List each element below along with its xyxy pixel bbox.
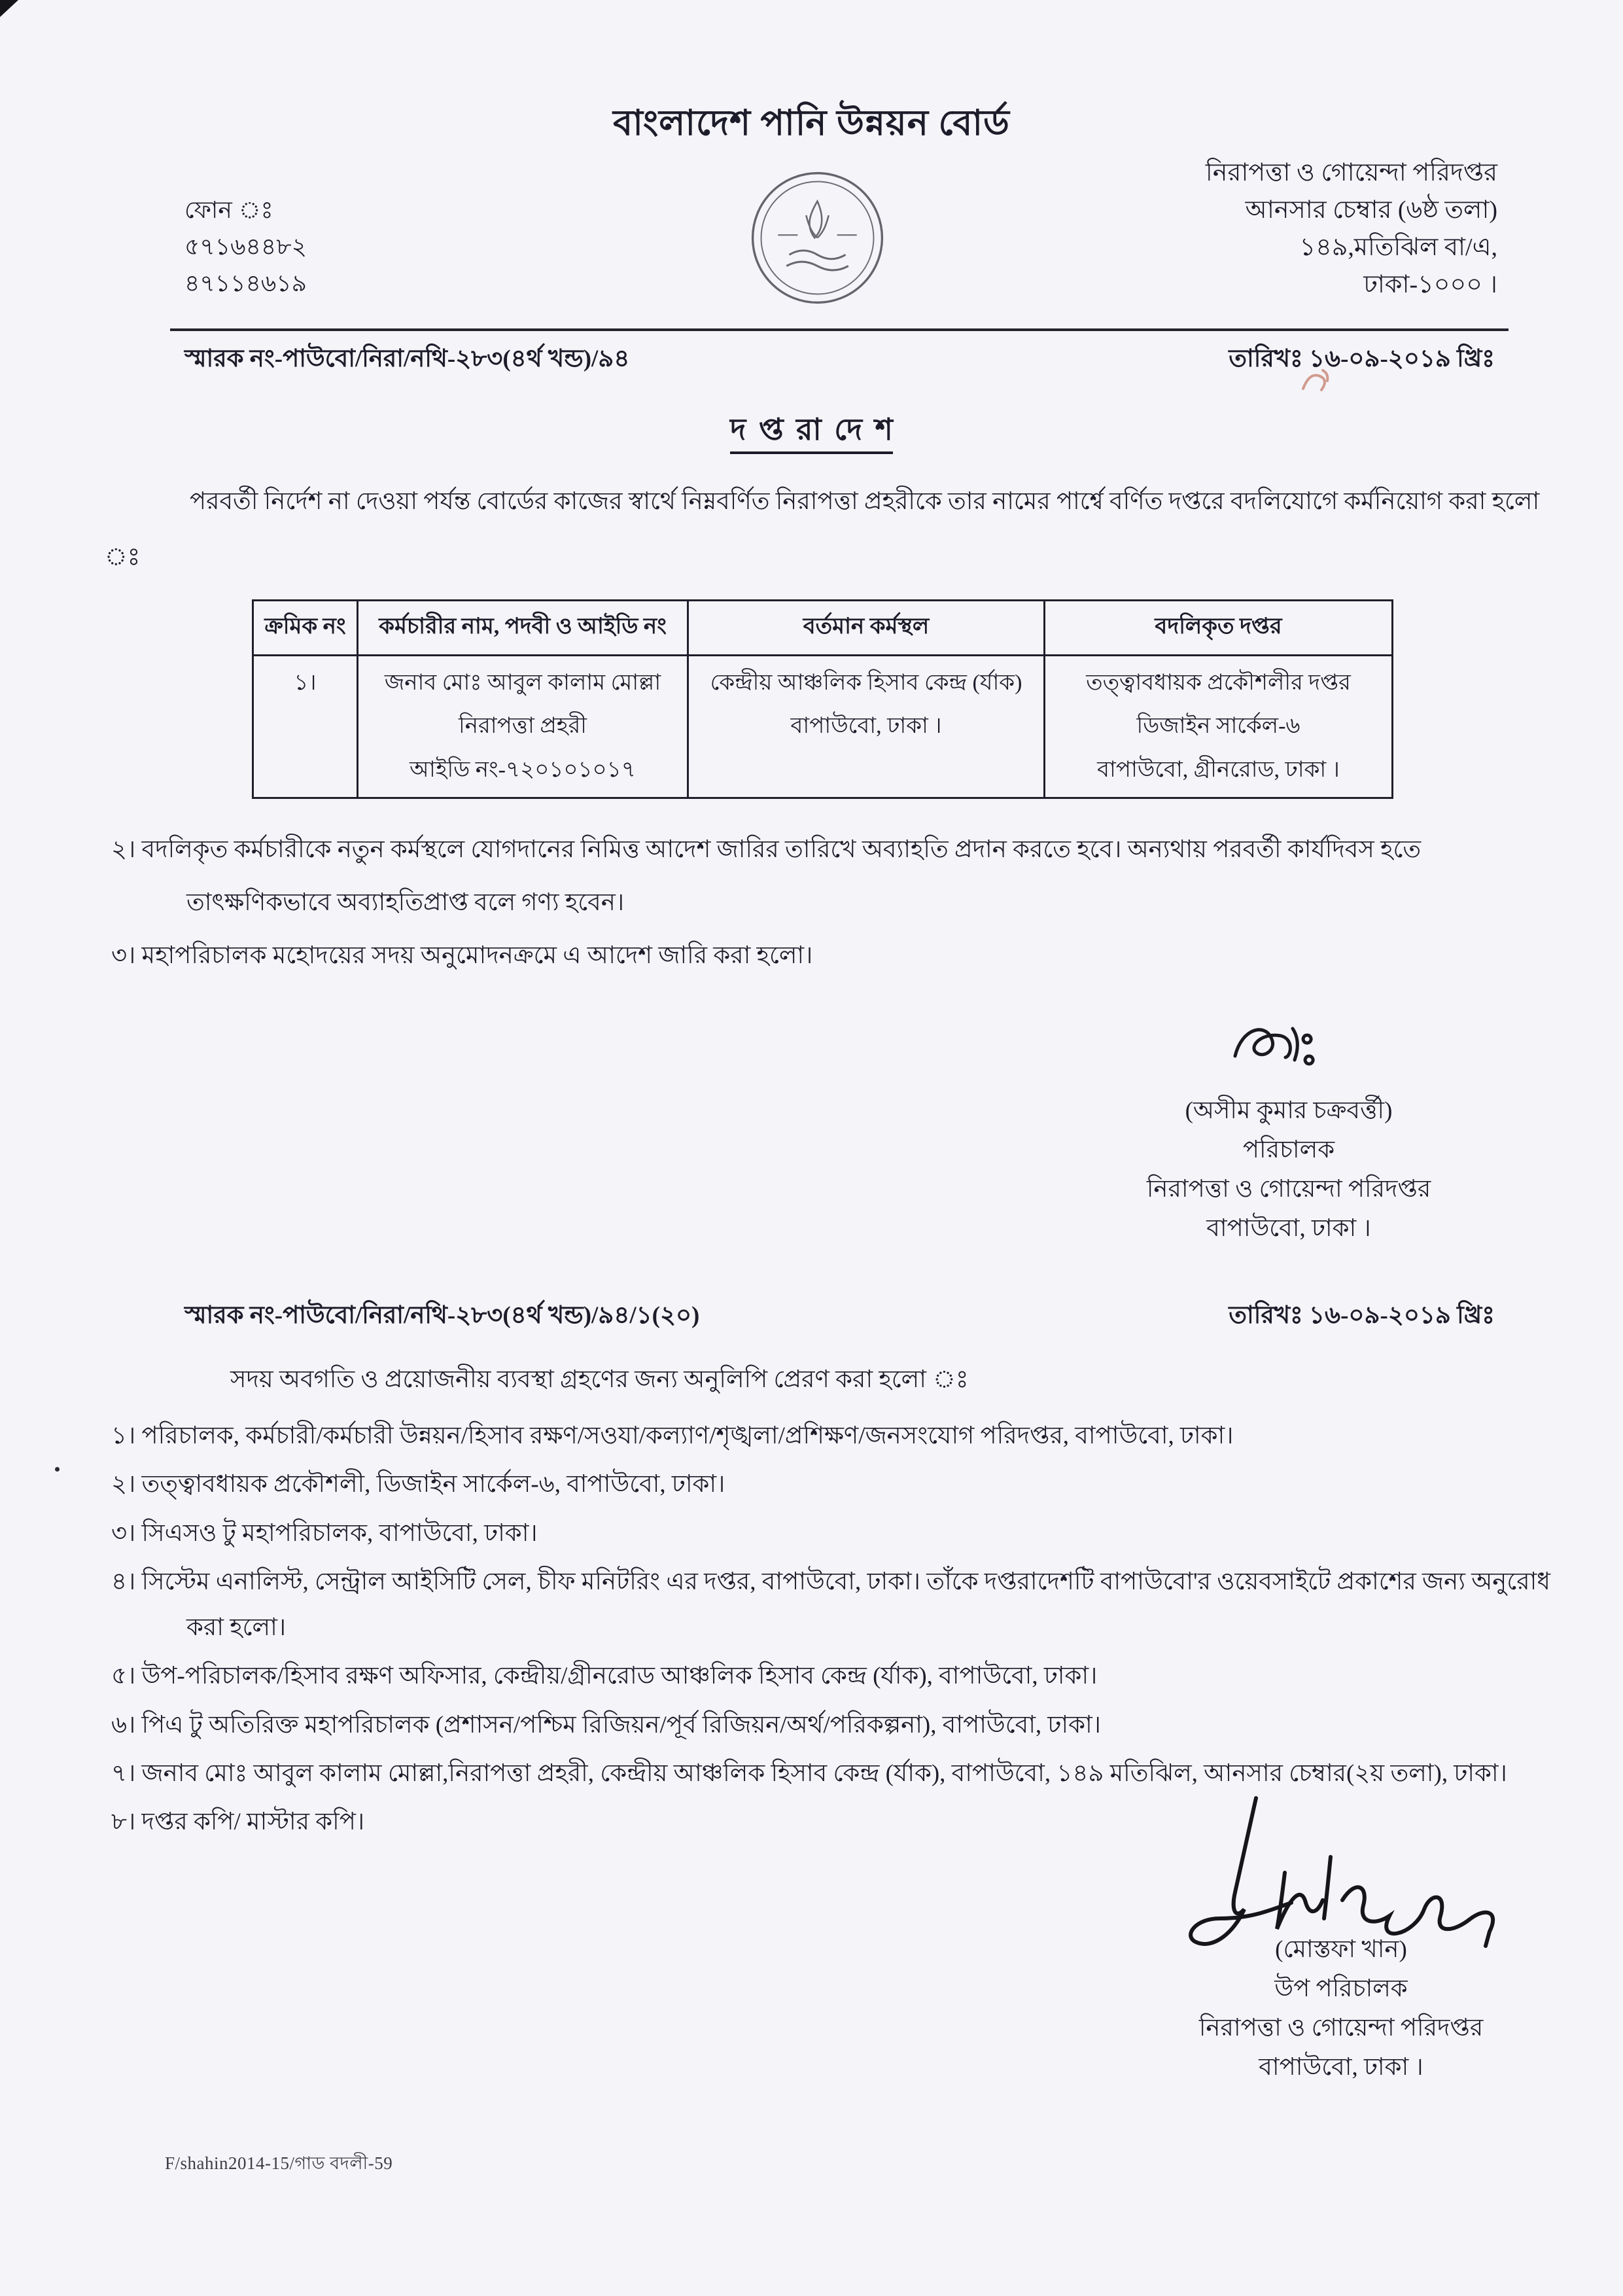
distribution-memo-number: স্মারক নং-পাউবো/নিরা/নথি-২৮৩(৪র্থ খন্ড)/৯৪/১(২০): [184, 1302, 700, 1329]
header-divider: [170, 328, 1509, 331]
col-header-transfer-office: বদলিকৃত দপ্তর: [1045, 601, 1393, 656]
cell-serial: ১।: [253, 656, 358, 798]
address-line: আনসার চেম্বার (৬ষ্ঠ তলা): [1245, 196, 1497, 224]
signature-block-director: [1073, 1009, 1505, 1248]
cc-item: ৪। সিস্টেম এনালিস্ট, সেন্ট্রাল আইসিটি সেল, চীফ মনিটরিং এর দপ্তর, বাপাউবো, ঢাকা। তাঁকে দপ্তরাদেশটি বাপাউবো'র ওয়েবসাইটে প্রকাশের জন্য অনুরোধ করা হলো।: [111, 1568, 1551, 1642]
director-signature-scribble-icon: [1223, 1009, 1354, 1082]
order-title: দ প্ত রা দে শ: [0, 407, 1623, 457]
transfer-order-table: [252, 599, 1393, 799]
col-header-serial: ক্রমিক নং: [253, 601, 358, 656]
signer-org: বাপাউবো, ঢাকা ।: [1206, 1214, 1371, 1242]
employee-id: আইডি নং-৭২০১০১০১৭: [410, 757, 636, 782]
cell-current-station: কেন্দ্রীয় আঞ্চলিক হিসাব কেন্দ্র (র্যাক) বাপাউবো, ঢাকা ।: [688, 656, 1045, 798]
cc-item: ৮। দপ্তর কপি/ মাস্টার কপি।: [111, 1809, 365, 1836]
handwritten-red-mark: [1297, 364, 1340, 404]
cell-employee: [358, 656, 688, 798]
address-line: নিরাপত্তা ও গোয়েন্দা পরিদপ্তর: [1205, 159, 1497, 186]
signer-name: (মোস্তফা খান): [1275, 1936, 1407, 1963]
file-reference: F/shahin2014-15/গাড বদলী-59: [165, 2153, 393, 2173]
signature-block-deputy-director: [1112, 1794, 1570, 2087]
col-header-current-station: বর্তমান কর্মস্থল: [688, 601, 1045, 656]
phone-block: [184, 192, 307, 302]
scan-corner-artifact: [0, 0, 18, 17]
memo-date: তারিখঃ ১৬-০৯-২০১৯ খ্রিঃ: [1229, 345, 1495, 372]
signer-department: নিরাপত্তা ও গোয়েন্দা পরিদপ্তর: [1146, 1175, 1431, 1203]
distribution-intro: সদয় অবগতি ও প্রয়োজনীয় ব্যবস্থা গ্রহণের জন্য অনুলিপি প্রেরণ করা হলো ঃ: [230, 1366, 969, 1393]
bwdb-seal-icon: [747, 168, 888, 311]
memo-number: স্মারক নং-পাউবো/নিরা/নথি-২৮৩(৪র্থ খন্ড)/৯৪: [184, 345, 630, 372]
signer-designation: পরিচালক: [1242, 1136, 1335, 1163]
cc-item: ১। পরিচালক, কর্মচারী/কর্মচারী উন্নয়ন/হিসাব রক্ষণ/সওযা/কল্যাণ/শৃঙ্খলা/প্রশিক্ষণ/জনসংযোগ পরিদপ্তর, বাপাউবো, ঢাকা।: [111, 1422, 1234, 1449]
distribution-memo-row: [184, 1296, 1495, 1337]
signer-designation: উপ পরিচালক: [1274, 1975, 1408, 2002]
employee-name: জনাব মোঃ আবুল কালাম মোল্লা: [384, 671, 661, 695]
cell-transfer-office: তত্ত্বাবধায়ক প্রকৌশলীর দপ্তর ডিজাইন সার্কেল-৬ বাপাউবো, গ্রীনরোড, ঢাকা ।: [1045, 656, 1393, 798]
cc-item: ৫। উপ-পরিচালক/হিসাব রক্ষণ অফিসার, কেন্দ্রীয়/গ্রীনরোড আঞ্চলিক হিসাব কেন্দ্র (র্যাক), বাপাউবো, ঢাকা।: [111, 1663, 1098, 1690]
distribution-list: [111, 1413, 1553, 1848]
scan-speck-artifact: [55, 1467, 60, 1472]
phone-number: ৪৭১১৪৬১৯: [184, 270, 307, 296]
cc-item: ২। তত্ত্বাবধায়ক প্রকৌশলী, ডিজাইন সার্কেল-৬, বাপাউবো, ঢাকা।: [111, 1471, 725, 1498]
distribution-memo-date: তারিখঃ ১৬-০৯-২০১৯ খ্রিঃ: [1229, 1302, 1495, 1329]
address-line: ঢাকা-১০০০ ।: [1363, 271, 1497, 298]
address-line: ১৪৯,মতিঝিল বা/এ,: [1299, 234, 1497, 261]
employee-designation: নিরাপত্তা প্রহরী: [458, 714, 587, 739]
col-header-name: কর্মচারীর নাম, পদবী ও আইডি নং: [358, 601, 688, 656]
org-title: বাংলাদেশ পানি উন্নয়ন বোর্ড: [613, 103, 1010, 143]
table-row: [253, 656, 1393, 798]
clause-3: ৩। মহাপরিচালক মহোদয়ের সদয় অনুমোদনক্রমে এ আদেশ জারি করা হলো।: [111, 942, 813, 969]
cc-item: ৩। সিএসও টু মহাপরিচালক, বাপাউবো, ঢাকা।: [111, 1519, 538, 1547]
phone-number: ৫৭১৬৪৪৮২: [184, 233, 307, 260]
order-intro-paragraph: পরবর্তী নির্দেশ না দেওয়া পর্যন্ত বোর্ডের কাজের স্বার্থে নিম্নবর্ণিত নিরাপত্তা প্রহরীকে তার নামের পার্শ্বে বর্ণিত দপ্তরে বদলিযোগে কর্মনিয়োগ করা হলো ঃ: [105, 488, 1540, 571]
phone-label: ফোন ঃ: [184, 197, 273, 223]
signer-org: বাপাউবো, ঢাকা ।: [1259, 2053, 1423, 2081]
signer-department: নিরাপত্তা ও গোয়েন্দা পরিদপ্তর: [1198, 2014, 1484, 2041]
address-block: [1206, 154, 1497, 304]
cc-item: ৭। জনাব মোঃ আবুল কালাম মোল্লা,নিরাপত্তা প্রহরী, কেন্দ্রীয় আঞ্চলিক হিসাব কেন্দ্র (র্যাক), বাপাউবো, ১৪৯ মতিঝিল, আনসার চেম্বার(২য় তলা), ঢাকা।: [111, 1760, 1507, 1788]
clause-2: ২। বদলিকৃত কর্মচারীকে নতুন কর্মস্থলে যোগদানের নিমিত্ত আদেশ জারির তারিখে অব্যাহতি প্রদান করতে হবে। অন্যথায় পরবর্তী কার্যদিবস হতে তাৎক্ষণিকভাবে অব্যাহতিপ্রাপ্ত বলে গণ্য হবেন।: [111, 836, 1422, 917]
table-header-row: [253, 601, 1393, 656]
signer-name: (অসীম কুমার চক্রবর্ত্তী): [1185, 1097, 1393, 1124]
cc-item: ৬। পিএ টু অতিরিক্ত মহাপরিচালক (প্রশাসন/পশ্চিম রিজিয়ন/পূর্ব রিজিয়ন/অর্থ/পরিকল্পনা), বাপাউবো, ঢাকা।: [111, 1711, 1101, 1739]
